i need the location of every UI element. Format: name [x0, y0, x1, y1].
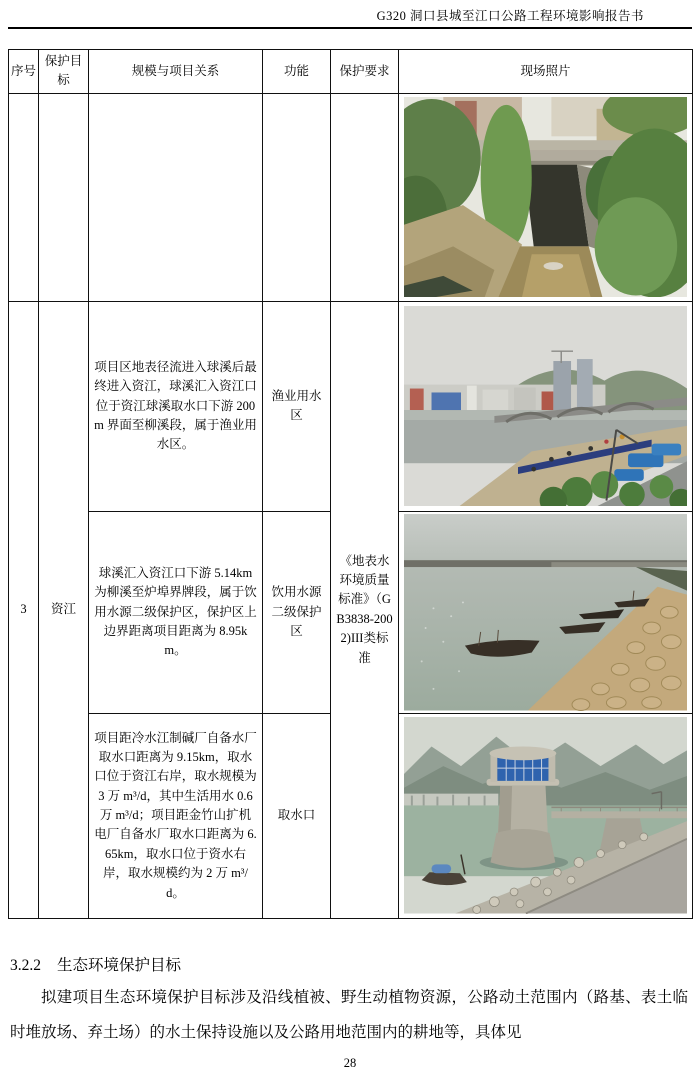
cell-requirement: 《地表水环境质量标准》（GB3838-2002)III类标准 — [331, 301, 399, 918]
cell-function-row4: 取水口 — [263, 713, 331, 918]
col-header-target: 保护目标 — [39, 50, 89, 94]
cell-photo-row2 — [399, 301, 693, 511]
section-3-2-2 — [10, 953, 688, 1051]
cell-scale-row1 — [89, 93, 263, 301]
cell-scale-row2: 项目区地表径流进入球溪后最终进入资江，球溪汇入资江口位于资江球溪取水口下游 200m 界面至柳溪段，属于渔业用水区。 — [89, 301, 263, 511]
page-number: 28 — [343, 1056, 357, 1070]
section-heading-number: 3.2.2 — [10, 956, 41, 974]
cell-function-row1 — [263, 93, 331, 301]
cell-function-row2: 渔业用水区 — [263, 301, 331, 511]
table-header-row — [9, 50, 693, 94]
protection-targets-table — [8, 49, 693, 919]
col-header-scale: 规模与项目关系 — [89, 50, 263, 94]
city-river-arch-bridge-photo — [404, 306, 687, 506]
water-intake-tower-photo — [404, 717, 687, 914]
cell-scale-row3: 球溪汇入资江口下游 5.14km 为柳溪至炉埠界牌段，属于饮用水源二级保护区，保护区上边界距离项目距离为 8.95km。 — [89, 511, 263, 713]
section-heading — [10, 953, 688, 975]
cell-serial: 3 — [9, 301, 39, 918]
col-header-serial: 序号 — [9, 50, 39, 94]
col-header-function: 功能 — [263, 50, 331, 94]
cell-scale-row4: 项目距冷水江制碱厂自备水厂取水口距离为 9.15km，取水口位于资江右岸，取水规模为 3 万 m³/d，其中生活用水 0.6 万 m³/d；项目距金竹山扩机电厂自备水厂取水口距离为 6.65km，取水口位于资水右岸，取水规模约为 2 万 m³/d。 — [89, 713, 263, 918]
cell-function-row3: 饮用水源二级保护区 — [263, 511, 331, 713]
cell-photo-row1 — [399, 93, 693, 301]
cell-photo-row4 — [399, 713, 693, 918]
table-row — [9, 301, 693, 511]
moored-boats-embankment-photo — [404, 514, 687, 711]
col-header-photo: 现场照片 — [399, 50, 693, 94]
col-header-requirement: 保护要求 — [331, 50, 399, 94]
body-paragraph: 拟建项目生态环境保护目标涉及沿线植被、野生动植物资源，公路动土范围内（路基、表土临时堆放场、弃土场）的水土保持设施以及公路用地范围内的耕地等，具体见 — [10, 988, 688, 1041]
culvert-outlet-stream-photo — [404, 97, 687, 297]
cell-target: 资江 — [39, 301, 89, 918]
cell-target-empty — [39, 93, 89, 301]
section-heading-text: 生态环境保护目标 — [57, 956, 182, 974]
cell-photo-row3 — [399, 511, 693, 713]
page-header-title: G320 洞口县城至江口公路工程环境影响报告书 — [8, 4, 692, 29]
cell-serial-empty — [9, 93, 39, 301]
cell-requirement-row1 — [331, 93, 399, 301]
table-row — [9, 93, 693, 301]
